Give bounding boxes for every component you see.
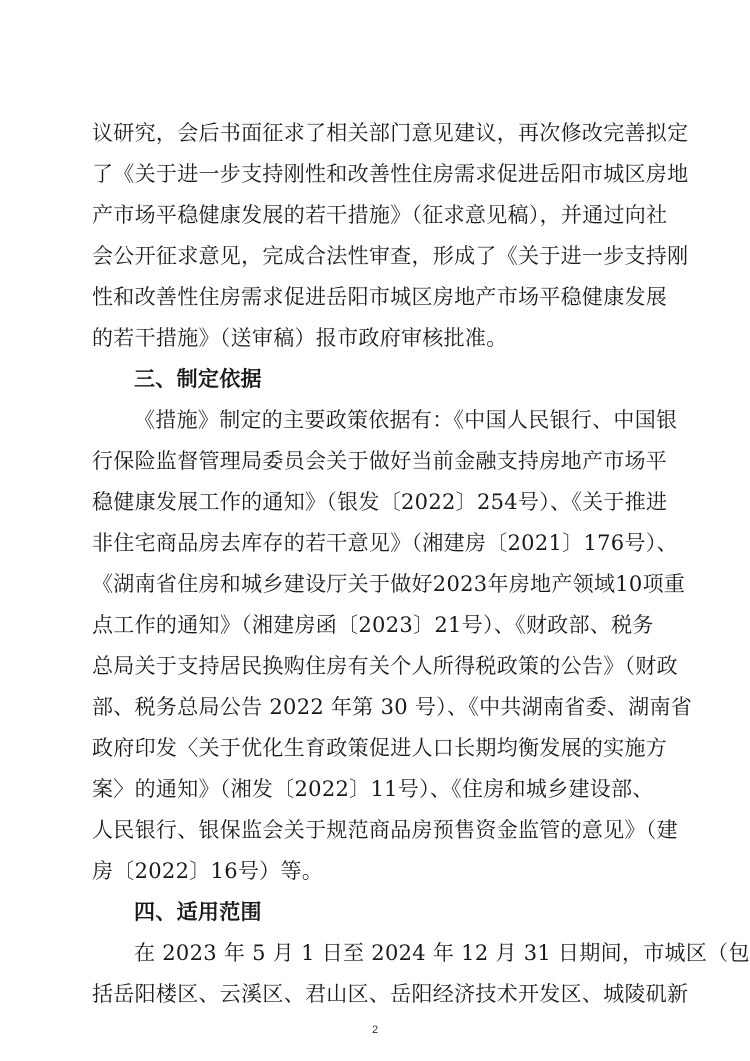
paragraph-line: 稳健康发展工作的通知》（银发〔2022〕254号）、《关于推进 <box>92 490 668 514</box>
section-heading-scope: 四、适用范围 <box>134 900 262 924</box>
paragraph-line: 非住宅商品房去库存的若干意见》（湘建房〔2021〕176号）、 <box>92 531 678 555</box>
paragraph-line: 行保险监督管理局委员会关于做好当前金融支持房地产市场平 <box>92 449 668 473</box>
paragraph-line: 总局关于支持居民换购住房有关个人所得税政策的公告》（财政 <box>92 654 678 678</box>
paragraph-line: 案〉的通知》（湘发〔2022〕11号）、《住房和城乡建设部、 <box>92 777 654 801</box>
paragraph-line: 产市场平稳健康发展的若干措施》（征求意见稿），并通过向社 <box>92 203 668 227</box>
paragraph-line: 《措施》制定的主要政策依据有：《中国人民银行、中国银 <box>134 408 678 432</box>
paragraph-line: 会公开征求意见，完成合法性审查，形成了《关于进一步支持刚 <box>92 244 689 268</box>
paragraph-line: 点工作的通知》（湘建房函〔2023〕21号）、《财政部、税务 <box>92 613 654 637</box>
paragraph-line: 部、税务总局公告 2022 年第 30 号）、《中共湖南省委、湖南省 <box>92 695 693 719</box>
paragraph-line: 在 2023 年 5 月 1 日至 2024 年 12 月 31 日期间，市城区（包 <box>134 941 750 965</box>
paragraph-line: 政府印发〈关于优化生育政策促进人口长期均衡发展的实施方 <box>92 736 668 760</box>
section-heading-basis: 三、制定依据 <box>134 367 262 391</box>
page-number: 2 <box>371 1024 379 1036</box>
paragraph-line: 房〔2022〕16号）等。 <box>92 859 324 883</box>
paragraph-line: 议研究，会后书面征求了相关部门意见建议，再次修改完善拟定 <box>92 121 689 145</box>
paragraph-line: 性和改善性住房需求促进岳阳市城区房地产市场平稳健康发展 <box>92 285 668 309</box>
paragraph-line: 了《关于进一步支持刚性和改善性住房需求促进岳阳市城区房地 <box>92 162 689 186</box>
paragraph-line: 括岳阳楼区、云溪区、君山区、岳阳经济技术开发区、城陵矶新 <box>92 982 689 1006</box>
paragraph-line: 人民银行、银保监会关于规范商品房预售资金监管的意见》（建 <box>92 818 678 842</box>
paragraph-line: 的若干措施》（送审稿）报市政府审核批准。 <box>92 326 508 350</box>
paragraph-line: 《湖南省住房和城乡建设厅关于做好2023年房地产领域10项重 <box>92 572 686 596</box>
